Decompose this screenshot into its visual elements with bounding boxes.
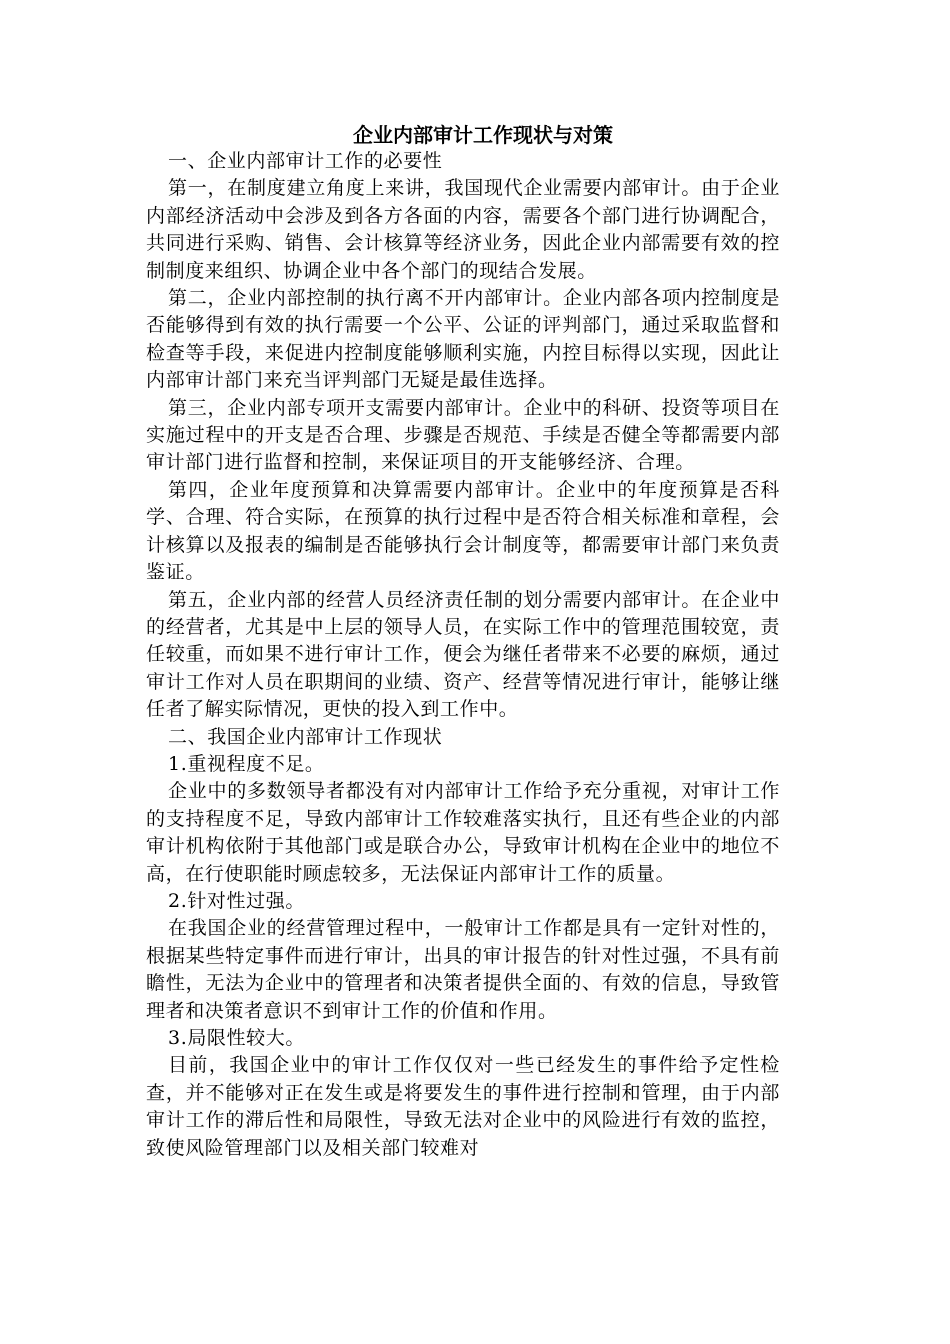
subheading-2: 2.针对性过强。 (168, 889, 305, 912)
document-title: 企业内部审计工作现状与对策 (353, 123, 613, 147)
paragraph-limitation: 目前，我国企业中的审计工作仅仅对一些已经发生的事件给予定性检查，并不能够对正在发生或是将要发生的事件进行控制和管理，由于内部审计工作的滞后性和局限性，导致无法对企业中的风险进行有效的监控，致使风险管理部门以及相关部门较难对 (146, 1054, 780, 1159)
paragraph-targeted: 在我国企业的经营管理过程中，一般审计工作都是具有一定针对性的，根据某些特定事件而进行审计，出具的审计报告的针对性过强，不具有前瞻性，无法为企业中的管理者和决策者提供全面的、有效的信息，导致管理者和决策者意识不到审计工作的价值和作用。 (146, 917, 780, 1022)
section-heading-2: 二、我国企业内部审计工作现状 (168, 725, 443, 748)
document-page (146, 120, 780, 1162)
paragraph-fourth: 第四，企业年度预算和决算需要内部审计。企业中的年度预算是否科学、合理、符合实际，在预算的执行过程中是否符合相关标准和章程，会计核算以及报表的编制是否能够执行会计制度等，都需要审计部门来负责鉴证。 (146, 478, 780, 584)
paragraph-third: 第三，企业内部专项开支需要内部审计。企业中的科研、投资等项目在实施过程中的开支是否合理、步骤是否规范、手续是否健全等都需要内部审计部门进行监督和控制，来保证项目的开支能够经济、合理。 (146, 396, 780, 474)
paragraph-first: 第一，在制度建立角度上来讲，我国现代企业需要内部审计。由于企业内部经济活动中会涉及到各方各面的内容，需要各个部门进行协调配合，共同进行采购、销售、会计核算等经济业务，因此企业内部需要有效的控制制度来组织、协调企业中各个部门的现结合发展。 (146, 177, 780, 282)
paragraph-attention: 企业中的多数领导者都没有对内部审计工作给予充分重视，对审计工作的支持程度不足，导致内部审计工作较难落实执行，且还有些企业的内部审计机构依附于其他部门或是联合办公，导致审计机构在企业中的地位不高，在行使职能时顾虑较多，无法保证内部审计工作的质量。 (146, 780, 780, 885)
subheading-3: 3.局限性较大。 (168, 1027, 305, 1049)
paragraph-second: 第二，企业内部控制的执行离不开内部审计。企业内部各项内控制度是否能够得到有效的执行需要一个公平、公证的评判部门，通过采取监督和检查等手段，来促进内控制度能够顺利实施，内控目标得以实现，因此让内部审计部门来充当评判部门无疑是最佳选择。 (146, 287, 780, 392)
subheading-1: 1.重视程度不足。 (168, 752, 325, 775)
paragraph-fifth: 第五，企业内部的经营人员经济责任制的划分需要内部审计。在企业中的经营者，尤其是中上层的领导人员，在实际工作中的管理范围较宽，责任较重，而如果不进行审计工作，便会为继任者带来不必要的麻烦，通过审计工作对人员在职期间的业绩、资产、经营等情况进行审计，能够让继任者了解实际情况，更快的投入到工作中。 (146, 588, 780, 721)
section-heading-1: 一、企业内部审计工作的必要性 (168, 150, 443, 172)
